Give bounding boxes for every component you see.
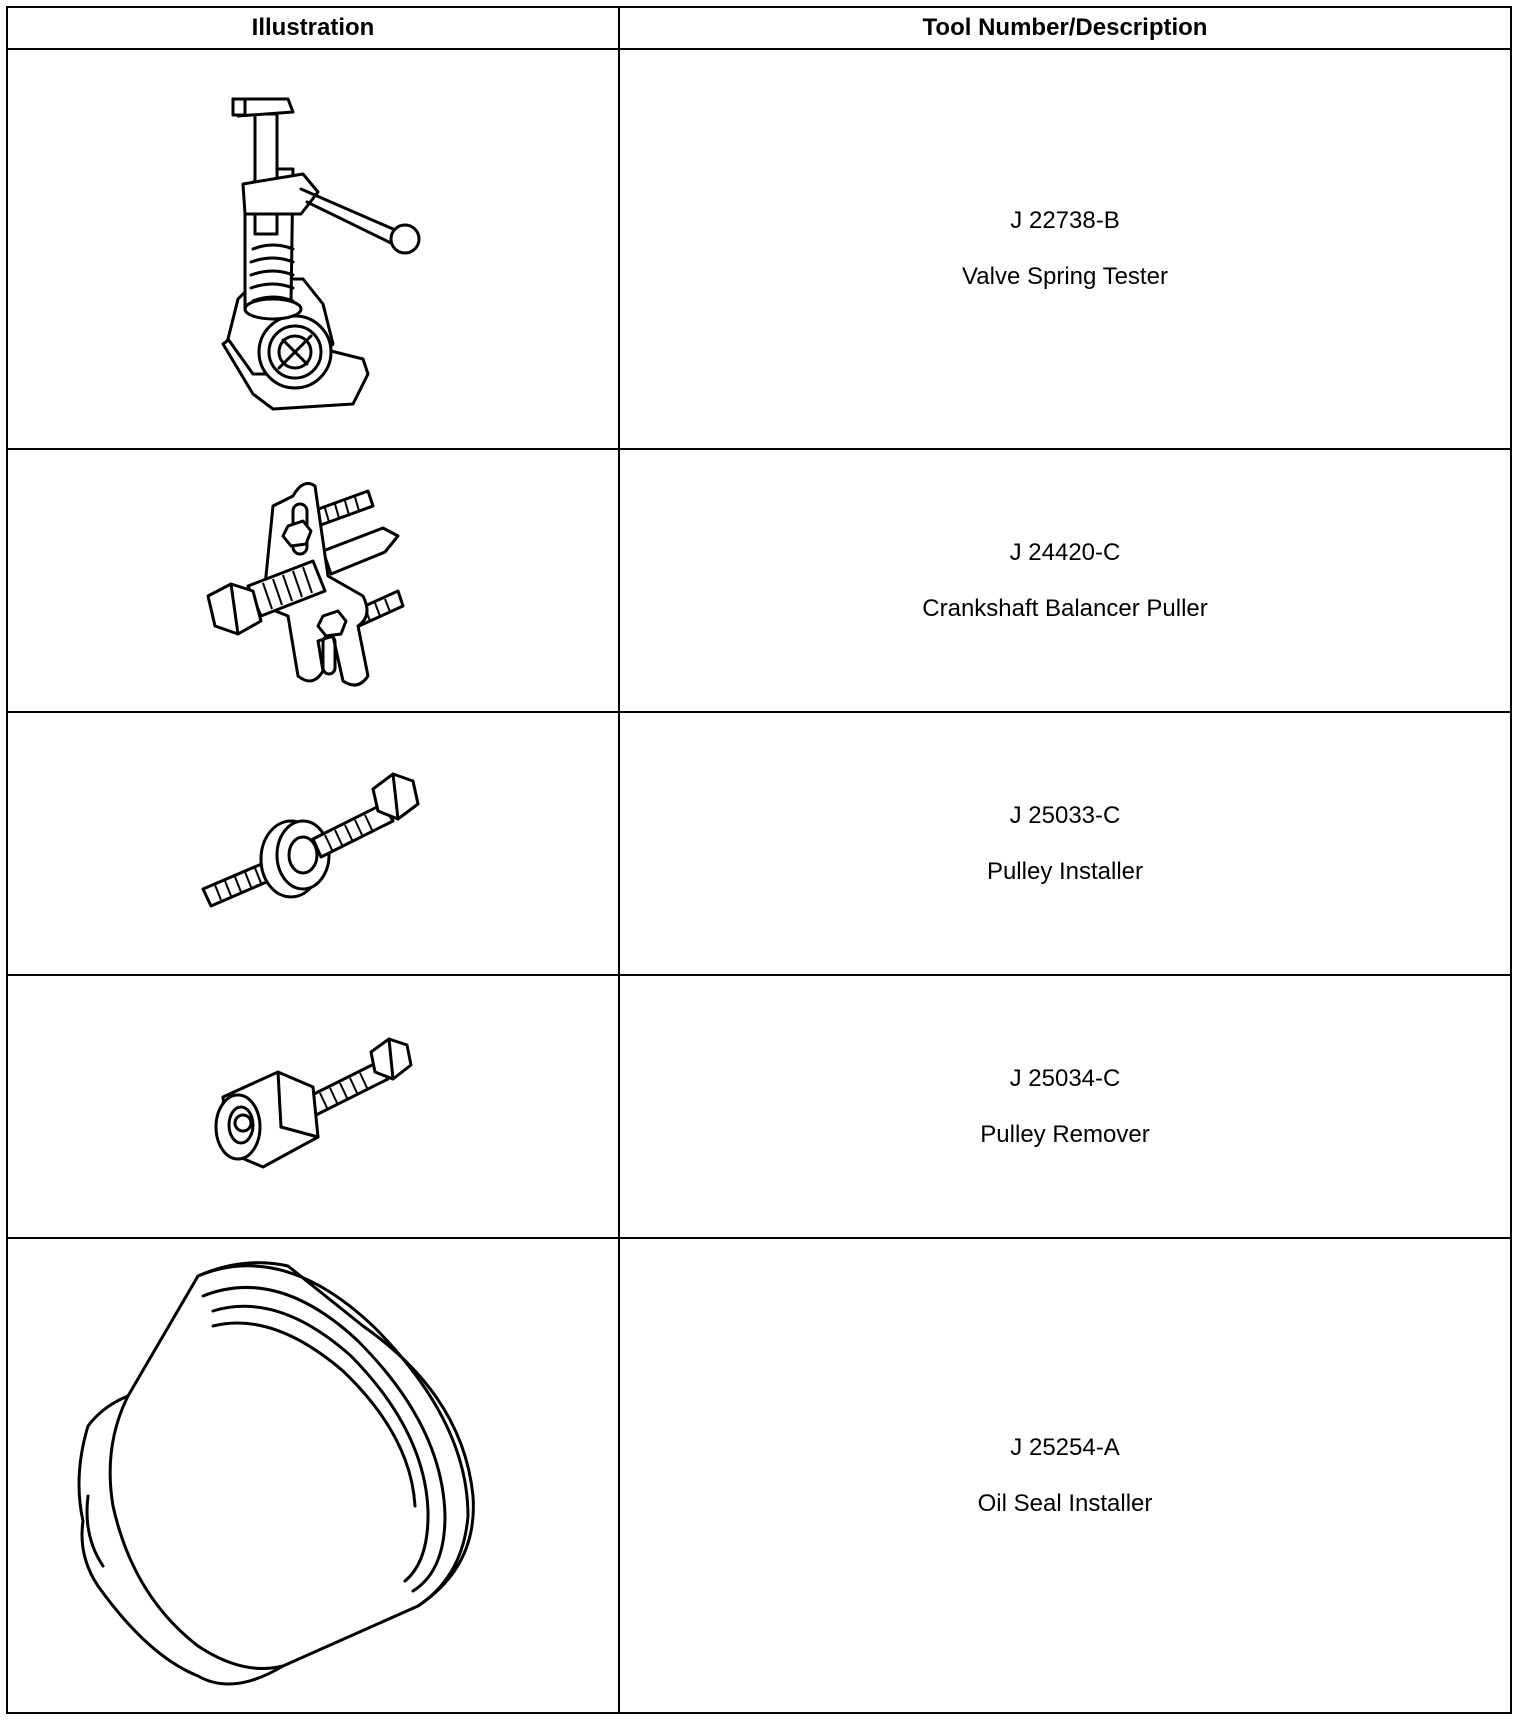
header-tool-description: Tool Number/Description bbox=[619, 7, 1511, 49]
tool-number: J 25034-C bbox=[1009, 1064, 1121, 1092]
tool-description: Crankshaft Balancer Puller bbox=[922, 594, 1208, 622]
crankshaft-balancer-puller-icon bbox=[193, 466, 433, 696]
table-row bbox=[7, 449, 1511, 712]
table-row bbox=[7, 975, 1511, 1238]
tool-description: Pulley Installer bbox=[986, 857, 1144, 885]
illustration-cell bbox=[7, 449, 619, 712]
oil-seal-installer-icon bbox=[73, 1246, 553, 1706]
tool-number: J 22738-B bbox=[1010, 207, 1120, 234]
tool-table bbox=[6, 6, 1512, 1714]
description-cell bbox=[619, 712, 1511, 975]
illustration-cell bbox=[7, 1238, 619, 1713]
table-row bbox=[7, 712, 1511, 975]
tool-description: Oil Seal Installer bbox=[977, 1489, 1153, 1517]
pulley-installer-icon bbox=[193, 759, 433, 929]
illustration-cell bbox=[7, 49, 619, 449]
description-cell bbox=[619, 449, 1511, 712]
valve-spring-tester-icon bbox=[183, 74, 443, 424]
table-row bbox=[7, 1238, 1511, 1713]
tool-number: J 25033-C bbox=[1009, 801, 1121, 829]
illustration-cell bbox=[7, 975, 619, 1238]
header-illustration: Illustration bbox=[7, 7, 619, 49]
tool-description: Valve Spring Tester bbox=[962, 263, 1168, 290]
description-cell bbox=[619, 1238, 1511, 1713]
description-cell bbox=[619, 49, 1511, 449]
tool-description: Pulley Remover bbox=[980, 1120, 1150, 1148]
table-row bbox=[7, 49, 1511, 449]
header-row bbox=[7, 7, 1511, 49]
description-cell bbox=[619, 975, 1511, 1238]
tool-number: J 24420-C bbox=[1009, 538, 1121, 566]
illustration-cell bbox=[7, 712, 619, 975]
pulley-remover-icon bbox=[193, 1027, 433, 1187]
tool-number: J 25254-A bbox=[1010, 1433, 1120, 1461]
